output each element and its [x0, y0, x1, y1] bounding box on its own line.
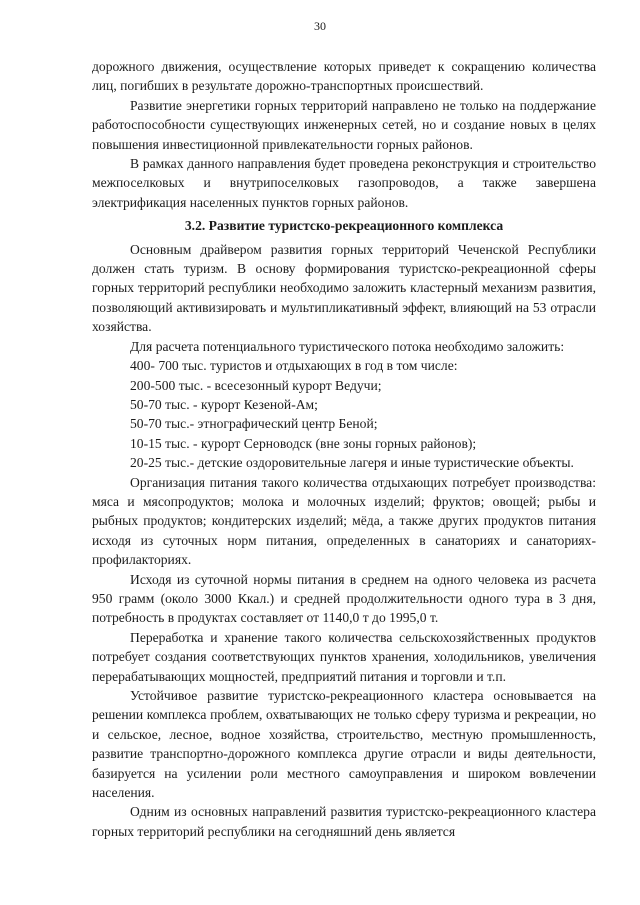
paragraph: Одним из основных направлений развития туристско-рекреационного кластера горных территорий республики на сегодняшний день является: [92, 804, 596, 839]
paragraph: Для расчета потенциального туристического потока необходимо заложить:: [130, 338, 565, 354]
paragraph: В рамках данного направления будет проведена реконструкция и строительство межпоселковых и внутрипоселковых газопроводов, а также завершена электрификация населенных пунктов горных районов.: [92, 156, 596, 210]
paragraph: дорожного движения, осуществление которых приведет к сокращению количества лиц, погибших в результате дорожно-транспортных происшествий.: [92, 59, 596, 94]
paragraph: Устойчивое развитие туристско-рекреационного кластера основывается на решении комплекса проблем, охватывающих не только сферу туризма и рекреации, но и сельское, лесное, водное хозяйства, строительство, местную промышленность, развитие транспортно-дорожного комплекса другие отрасли и виды деятельности, базируется на усилении роли местного самоуправления и широком вовлечении населения.: [92, 688, 596, 801]
paragraph: Исходя из суточной нормы питания в среднем на одного человека из расчета 950 грамм (около 3000 Ккал.) и средней продолжительности одного тура в 3 дня, потребность в продуктах составляет от 1140,0 т до 1995,0 т.: [92, 571, 596, 626]
paragraph: Развитие энергетики горных территорий направлено не только на поддержание работоспособности существующих инженерных сетей, но и создание новых в целях повышения инвестиционной привлекательности горных районов.: [92, 97, 596, 152]
page-number: 30: [314, 19, 326, 33]
list-item: 20-25 тыс.- детские оздоровительные лагеря и иные туристические объекты.: [130, 455, 574, 471]
list-item: 10-15 тыс. - курорт Серноводск (вне зоны горных районов);: [130, 435, 477, 451]
document-body: [92, 57, 596, 841]
list-item: 50-70 тыс. - курорт Кезеной-Ам;: [130, 396, 318, 412]
section-heading: 3.2. Развитие туристско-рекреационного комплекса: [184, 218, 504, 234]
list-item: 400- 700 тыс. туристов и отдыхающих в год в том числе:: [130, 358, 458, 374]
paragraph: Организация питания такого количества отдыхающих потребует производства: мяса и мясопродуктов; молока и молочных изделий; фруктов; овощей; рыбы и рыбных продуктов; кондитерских изделий; мёда, а также других продуктов питания исходя из суточных норм питания, определенных в санаториях и санаториях-профилакториях.: [92, 474, 596, 568]
list-item: 50-70 тыс.- этнографический центр Беной;: [130, 416, 378, 432]
list-item: 200-500 тыс. - всесезонный курорт Ведучи;: [130, 377, 382, 393]
paragraph: Переработка и хранение такого количества сельскохозяйственных продуктов потребует создания соответствующих пунктов хранения, холодильников, увеличения перерабатывающих мощностей, предприятий питания и торговли и т.п.: [92, 629, 596, 684]
paragraph: Основным драйвером развития горных территорий Чеченской Республики должен стать туризм. В основу формирования туристско-рекреационной сферы горных территорий республики необходимо заложить кластерный механизм развития, позволяющий активизировать и мультипликативный эффект, влияющий на 53 отрасли хозяйства.: [92, 241, 596, 335]
